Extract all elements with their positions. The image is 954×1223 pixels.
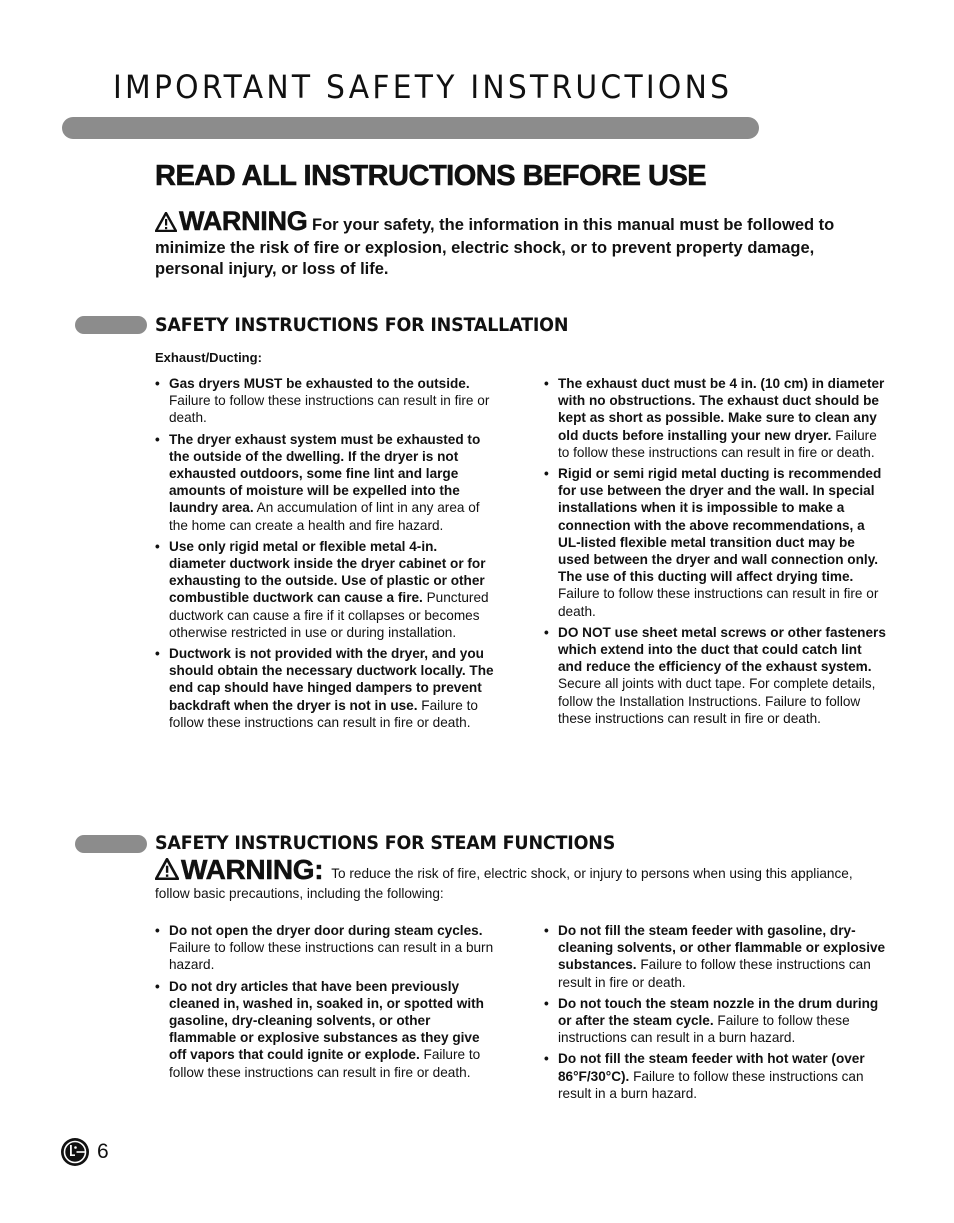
- list-item-text: Failure to follow these instructions can result in fire or death.: [558, 586, 879, 619]
- lg-logo-icon: [60, 1137, 90, 1167]
- steam-section-heading: SAFETY INSTRUCTIONS FOR STEAM FUNCTIONS: [155, 832, 616, 854]
- section-marker-pill: [75, 316, 147, 334]
- list-item: [544, 1050, 886, 1102]
- list-item-bold-text: Use only rigid metal or flexible metal 4-in. diameter ductwork inside the dryer cabinet or for exhausting to the outside. Use of plastic or other combustible ductwork can cause a fire.: [169, 538, 486, 606]
- list-item-bold-text: Do not dry articles that have been previously cleaned in, washed in, soaked in, or spotted with gasoline, dry-cleaning solvents, or other flammable or explosive substances as they give off vapors that could ignite or explode.: [169, 978, 484, 1063]
- list-item: [155, 375, 497, 427]
- list-item-text: Failure to follow these instructions can result in fire or death.: [558, 427, 877, 460]
- main-heading: READ ALL INSTRUCTIONS BEFORE USE: [155, 160, 707, 192]
- section-marker-pill: [75, 835, 147, 853]
- list-item-text: Failure to follow these instructions can result in fire or death.: [169, 393, 490, 426]
- list-item-text: Failure to follow these instructions can result in a burn hazard.: [558, 1068, 864, 1101]
- list-item-bold-text: Do not touch the steam nozzle in the drum during or after the steam cycle.: [558, 995, 879, 1029]
- list-item-bold-text: Do not open the dryer door during steam cycles.: [169, 923, 483, 938]
- list-item: [155, 431, 497, 534]
- list-item-text: Failure to follow these instructions can result in fire or death.: [169, 1047, 481, 1080]
- list-item: [155, 978, 497, 1081]
- list-item-bold-text: The dryer exhaust system must be exhausted to the outside of the dwelling. If the dryer is not exhausted outdoors, some fine lint and large amounts of moisture will be expelled into the laundry area.: [169, 431, 481, 516]
- exhaust-ducting-subheading: Exhaust/Ducting:: [155, 350, 262, 365]
- list-item-bold-text: The exhaust duct must be 4 in. (10 cm) in diameter with no obstructions. The exhaust duct should be kept as short as possible. Make sure to clean any old ducts before installing your new dryer.: [558, 376, 885, 443]
- steam-warning-text: To reduce the risk of fire, electric shock, or injury to persons when using this appliance, follow basic precautions, including the following:: [155, 866, 853, 901]
- list-item: [155, 922, 497, 974]
- list-item-bold-text: DO NOT use sheet metal screws or other fasteners which extend into the duct that could catch lint and reduce the efficiency of the exhaust system.: [558, 624, 886, 675]
- warning-triangle-icon: [155, 858, 179, 885]
- installation-section-heading: SAFETY INSTRUCTIONS FOR INSTALLATION: [155, 314, 569, 336]
- list-item-bold-text: Gas dryers MUST be exhausted to the outside.: [169, 376, 470, 391]
- list-item: [544, 465, 886, 620]
- list-item-text: Failure to follow these instructions can result in fire or death.: [169, 697, 478, 730]
- list-item-text: Secure all joints with duct tape. For complete details, follow the Installation Instructions. Failure to follow these instructions can result in fire or death.: [558, 676, 876, 726]
- list-item-text: Failure to follow these instructions can result in fire or death.: [558, 957, 871, 990]
- list-item-bold-text: Rigid or semi rigid metal ducting is recommended for use between the dryer and the wall. In special installations when it is impossible to make a connection with the above recommendations, a UL-listed flexible metal transition duct may be used between the dryer and wall connection only. The use of this ducting will affect drying time.: [558, 466, 882, 585]
- list-item-bold-text: Ductwork is not provided with the dryer, and you should obtain the necessary ductwork locally. The end cap should have hinged dampers to prevent backdraft when the dryer is not in use.: [169, 646, 494, 713]
- warning-notice: [155, 206, 835, 280]
- list-item: [544, 375, 886, 461]
- list-item: [155, 538, 497, 641]
- list-item: [544, 995, 886, 1047]
- steam-list-right: [544, 922, 886, 1106]
- warning-triangle-icon: [155, 212, 177, 238]
- warning-text: For your safety, the information in this manual must be followed to minimize the risk of fire or explosion, electric shock, or to prevent property damage, personal injury, or loss of life.: [155, 216, 835, 278]
- list-item-text: An accumulation of lint in any area of the home can create a health and fire hazard.: [169, 500, 480, 533]
- warning-label: WARNING: [179, 206, 308, 236]
- list-item-bold-text: Do not fill the steam feeder with hot water (over 86°F/30°C).: [558, 1051, 865, 1084]
- list-item-text: Punctured ductwork can cause a fire if it collapses or becomes otherwise restricted in use or during installation.: [169, 590, 489, 640]
- steam-warning-label: WARNING:: [181, 854, 324, 885]
- steam-list-left: [155, 922, 497, 1085]
- list-item: [155, 645, 497, 731]
- list-item-bold-text: Do not fill the steam feeder with gasoline, dry-cleaning solvents, or other flammable or explosive substances.: [558, 923, 886, 973]
- installation-list-right: [544, 375, 886, 731]
- steam-warning-notice: [155, 854, 875, 903]
- list-item: [544, 922, 886, 991]
- title-divider-bar: [62, 117, 759, 139]
- installation-list-left: [155, 375, 497, 735]
- list-item: [544, 624, 886, 727]
- page-title: IMPORTANT SAFETY INSTRUCTIONS: [113, 68, 733, 106]
- list-item-text: Failure to follow these instructions can result in a burn hazard.: [169, 940, 494, 973]
- list-item-text: Failure to follow these instructions can result in a burn hazard.: [558, 1013, 850, 1046]
- page-number: 6: [97, 1140, 109, 1163]
